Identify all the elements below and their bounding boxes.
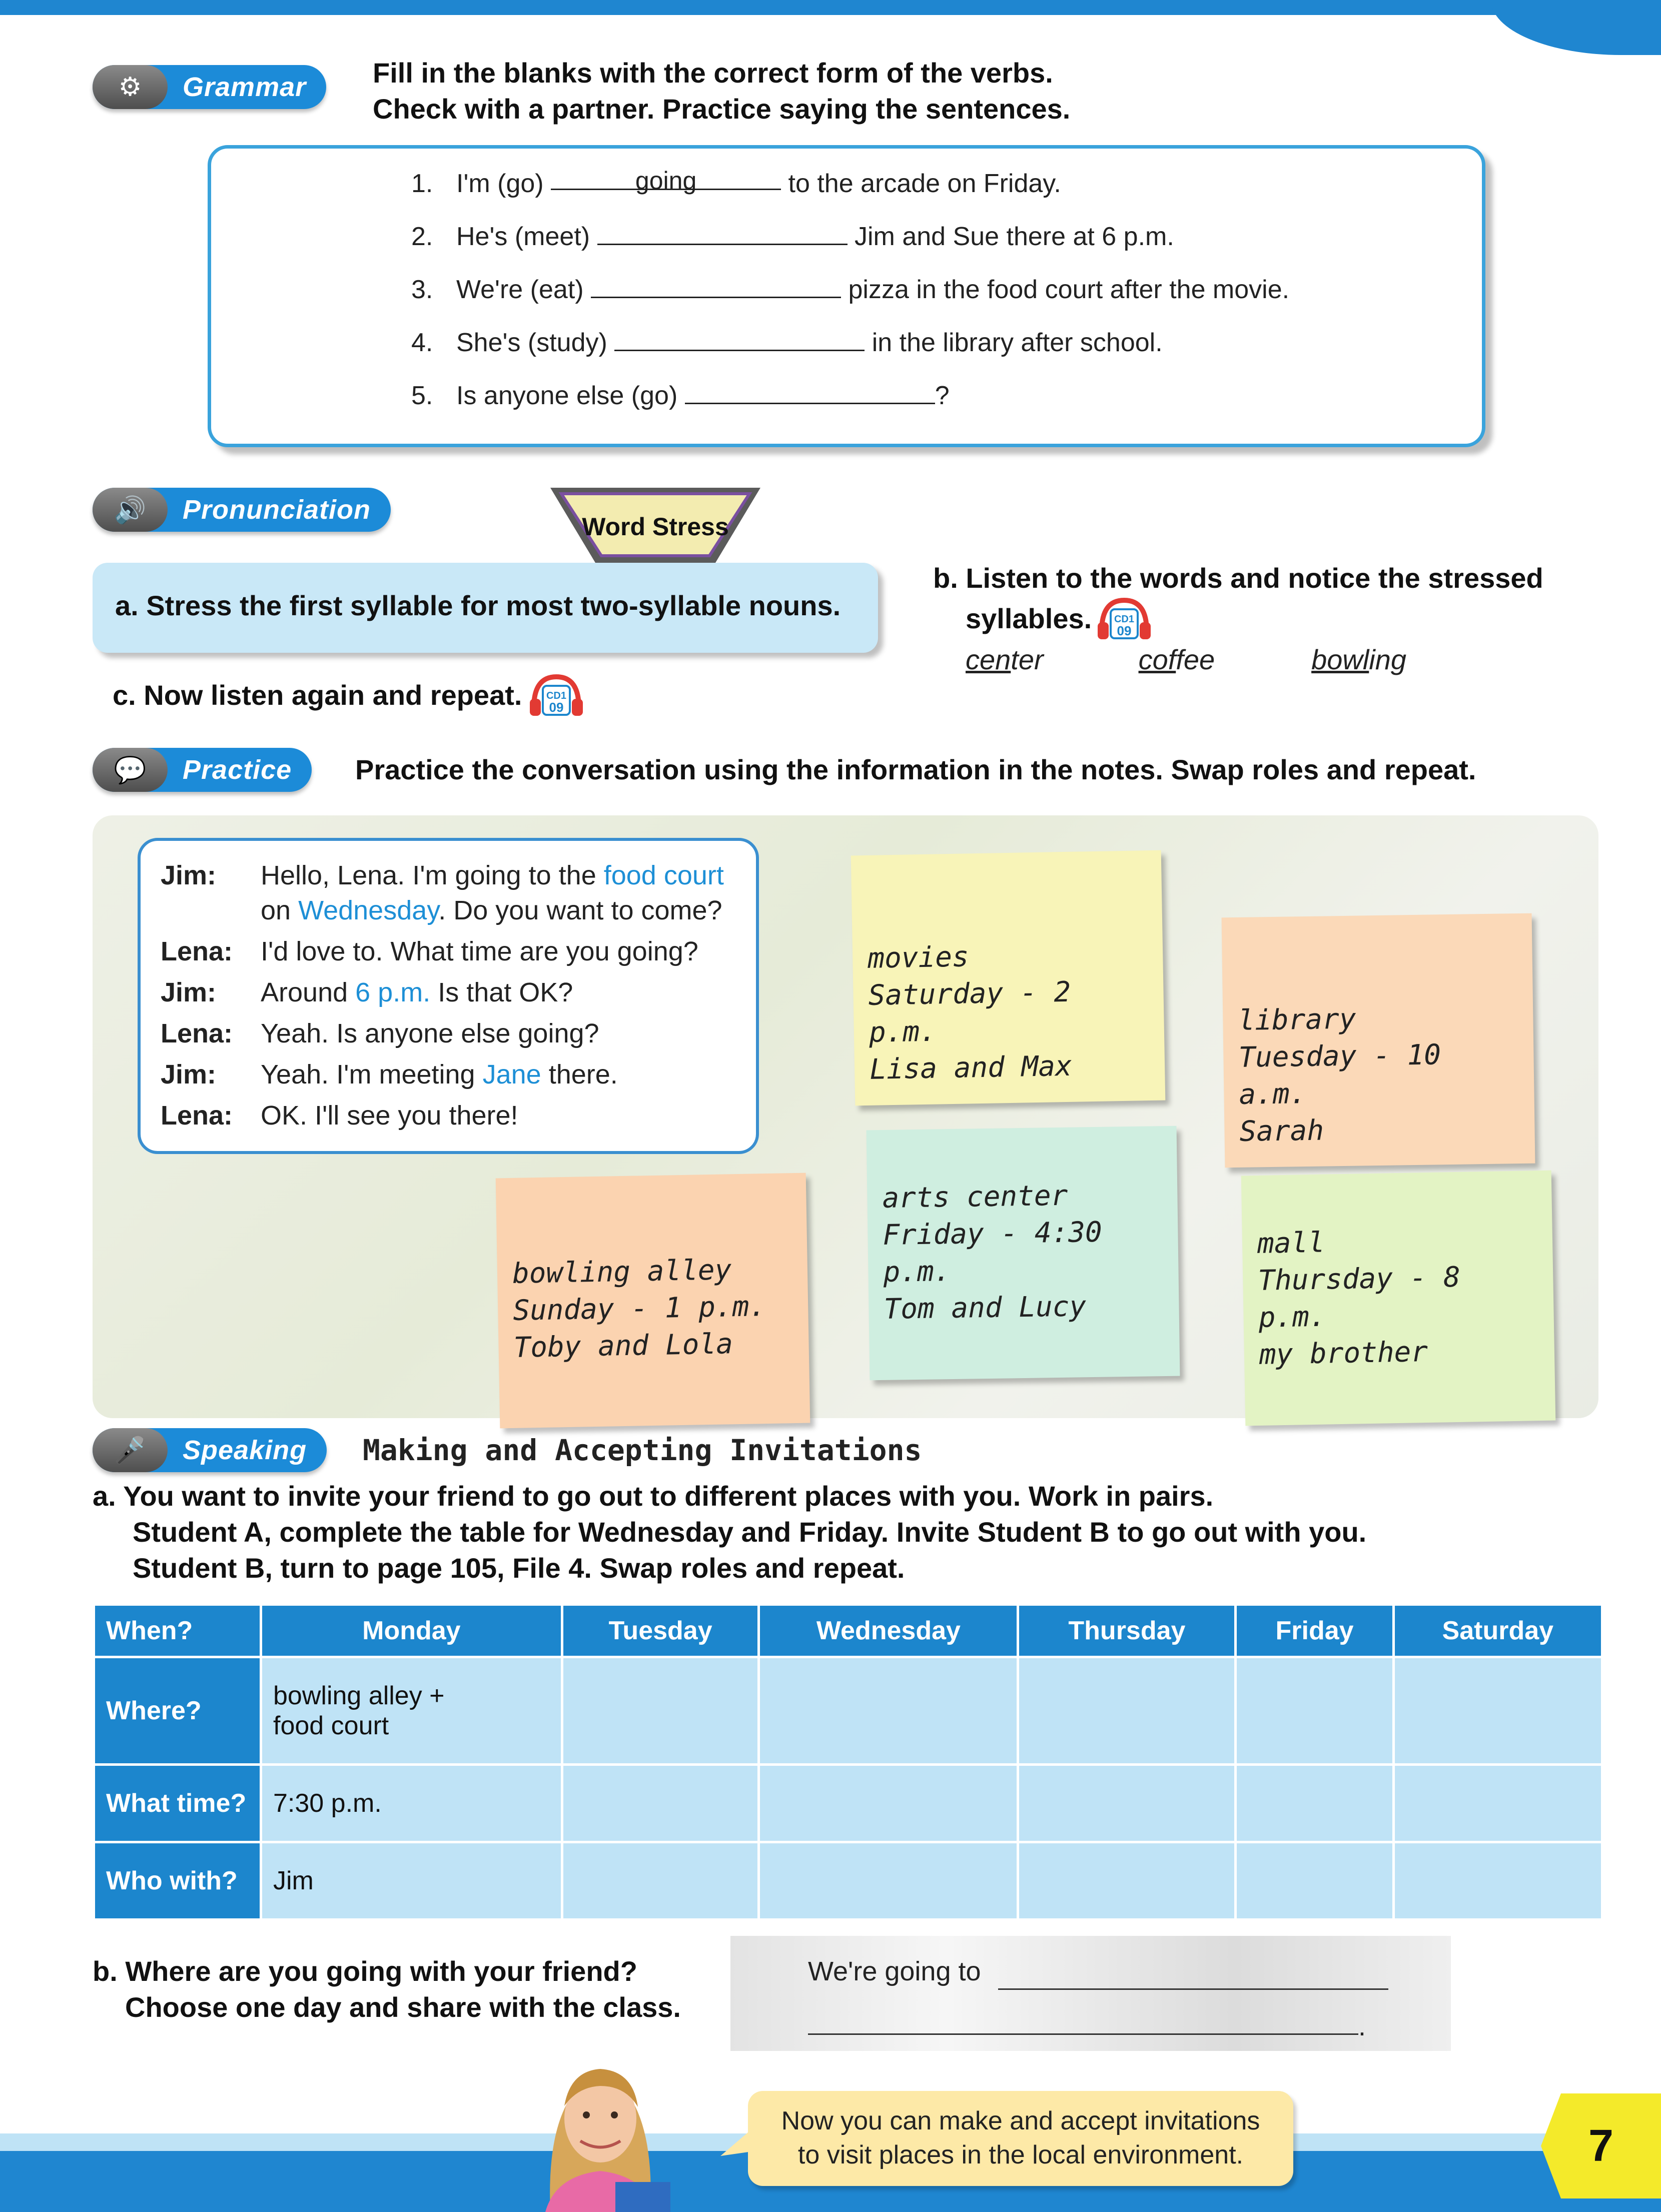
thursday-where[interactable] xyxy=(1018,1657,1236,1765)
header-friday: Friday xyxy=(1236,1605,1393,1657)
saturday-time[interactable] xyxy=(1393,1765,1602,1842)
word-stress-banner xyxy=(550,488,760,563)
headphones-audio-icon[interactable] xyxy=(1097,596,1152,641)
answer-period: . xyxy=(1358,2011,1366,2041)
dialog-line-1: Jim: Hello, Lena. I'm going to the food court xyxy=(161,860,724,890)
note-mall: mall Thursday - 8 p.m. my brother xyxy=(1241,1171,1556,1426)
dialog-line-2: on Wednesday. Do you want to come? xyxy=(261,895,722,925)
grammar-instruction-line2: Check with a partner. Practice saying the sentences. xyxy=(373,93,1071,125)
pronunciation-c: c. Now listen again and repeat. CD1 09 xyxy=(113,673,584,718)
dialog-line-6: Jim: Yeah. I'm meeting Jane there. xyxy=(161,1059,618,1089)
stress-word-bowling: bowling xyxy=(1311,644,1407,675)
top-band-corner xyxy=(1491,0,1661,55)
student-girl-illustration xyxy=(515,2051,685,2212)
svg-text:CD1: CD1 xyxy=(1114,614,1135,625)
grammar-instruction xyxy=(373,55,1070,127)
header-when: When? xyxy=(94,1605,261,1657)
answer-blank-line-2[interactable] xyxy=(808,2033,1358,2035)
practice-tab-label: Practice xyxy=(183,755,292,785)
row-label-where: Where? xyxy=(94,1657,261,1765)
conversation-box xyxy=(138,838,759,1154)
pronunciation-tab xyxy=(93,488,391,532)
speaking-a: a. You want to invite your friend to go out to different places with you. Work in pairs. Student A, complete the table for Wednesday and Friday. Invite Student B to go out with you. Student B, turn to page 105, File 4. Swap roles and repeat. xyxy=(93,1480,1367,1584)
grammar-item-2: 2. He's (meet) Jim and Sue there at 6 p.m. xyxy=(411,222,1174,251)
grammar-item-3: 3. We're (eat) pizza in the food court after the movie. xyxy=(411,275,1290,304)
pronunciation-b-line2: syllables. CD1 09 xyxy=(933,596,1583,641)
header-wednesday: Wednesday xyxy=(759,1605,1018,1657)
person-microphone-icon: 🎤 xyxy=(93,1428,168,1472)
stress-word-coffee: coffee xyxy=(1138,644,1215,675)
answer-box xyxy=(730,1936,1451,2051)
stress-rule-box xyxy=(93,563,878,653)
speaking-b: b. Where are you going with your friend? Choose one day and share with the class. xyxy=(93,1955,681,2023)
thursday-time[interactable] xyxy=(1018,1765,1236,1842)
dialog-line-7: Lena: OK. I'll see you there! xyxy=(161,1100,518,1131)
stress-word-list xyxy=(933,643,1583,676)
speaking-tab xyxy=(93,1428,327,1472)
speaking-title: Making and Accepting Invitations xyxy=(363,1433,922,1467)
practice-instruction: Practice the conversation using the information in the notes. Swap roles and repeat. xyxy=(355,754,1476,785)
pronunciation-a: a. Stress the first syllable for most two-syllable nouns. xyxy=(115,590,841,621)
note-library: library Tuesday - 10 a.m. Sarah xyxy=(1222,913,1535,1168)
grammar-item-4: 4. She's (study) in the library after school. xyxy=(411,328,1163,357)
pronunciation-b xyxy=(933,560,1583,676)
tuesday-who[interactable] xyxy=(562,1842,759,1920)
summary-speech-bubble: Now you can make and accept invitations to visit places in the local environment. xyxy=(748,2091,1293,2186)
word-stress-label: Word Stress xyxy=(582,513,729,541)
header-tuesday: Tuesday xyxy=(562,1605,759,1657)
gear-icon: ⚙ xyxy=(93,65,168,109)
row-label-who-with: Who with? xyxy=(94,1842,261,1920)
dialog-line-5: Lena: Yeah. Is anyone else going? xyxy=(161,1018,599,1048)
top-band xyxy=(0,0,1661,15)
saturday-who[interactable] xyxy=(1393,1842,1602,1920)
monday-who: Jim xyxy=(261,1842,562,1920)
wednesday-where[interactable] xyxy=(759,1657,1018,1765)
answer-blank-3[interactable] xyxy=(591,277,841,298)
tuesday-where[interactable] xyxy=(562,1657,759,1765)
pronunciation-b-line1: b. Listen to the words and notice the stressed xyxy=(933,562,1543,594)
page-number: 7 xyxy=(1588,2121,1614,2171)
grammar-exercise-box xyxy=(208,145,1485,447)
grammar-item-1: 1. I'm (go) going to the arcade on Friday. xyxy=(411,167,1061,198)
answer-blank-line-1[interactable] xyxy=(998,1988,1388,1990)
note-movies: movies Saturday - 2 p.m. Lisa and Max xyxy=(851,850,1166,1106)
svg-text:09: 09 xyxy=(1117,623,1132,638)
answer-blank-2[interactable] xyxy=(597,224,848,245)
speech-bubbles-icon: 💬 xyxy=(93,748,168,792)
grammar-tab-label: Grammar xyxy=(183,72,307,102)
practice-tab xyxy=(93,748,312,792)
pronunciation-tab-label: Pronunciation xyxy=(183,495,371,525)
answer-blank-5[interactable] xyxy=(685,383,935,404)
bubble-tail xyxy=(720,2126,755,2161)
grammar-item-5: 5. Is anyone else (go) ? xyxy=(411,381,950,410)
svg-text:CD1: CD1 xyxy=(546,690,567,701)
friday-where[interactable] xyxy=(1236,1657,1393,1765)
thursday-who[interactable] xyxy=(1018,1842,1236,1920)
row-label-what-time: What time? xyxy=(94,1765,261,1842)
headphones-audio-icon-2[interactable] xyxy=(529,673,584,718)
note-bowling-alley: bowling alley Sunday - 1 p.m. Toby and Lola xyxy=(496,1173,810,1429)
schedule-table xyxy=(93,1603,1603,1921)
saturday-where[interactable] xyxy=(1393,1657,1602,1765)
tuesday-time[interactable] xyxy=(562,1765,759,1842)
note-arts-center: arts center Friday - 4:30 p.m. Tom and Lucy xyxy=(867,1126,1180,1381)
monday-where: bowling alley + food court xyxy=(261,1657,562,1765)
answer-prompt: We're going to xyxy=(808,1956,981,1986)
wednesday-who[interactable] xyxy=(759,1842,1018,1920)
friday-time[interactable] xyxy=(1236,1765,1393,1842)
svg-text:09: 09 xyxy=(549,700,564,715)
header-monday: Monday xyxy=(261,1605,562,1657)
speaker-icon: 🔊 xyxy=(93,488,168,532)
dialog-line-3: Lena: I'd love to. What time are you going? xyxy=(161,936,698,966)
answer-blank-1[interactable]: going xyxy=(551,169,781,190)
friday-who[interactable] xyxy=(1236,1842,1393,1920)
grammar-instruction-line1: Fill in the blanks with the correct form of the verbs. xyxy=(373,57,1053,89)
speaking-tab-label: Speaking xyxy=(183,1435,307,1465)
page-number-badge xyxy=(1541,2093,1661,2198)
stress-word-center: center xyxy=(966,644,1044,675)
header-saturday: Saturday xyxy=(1393,1605,1602,1657)
dialog-line-4: Jim: Around 6 p.m. Is that OK? xyxy=(161,977,573,1007)
header-thursday: Thursday xyxy=(1018,1605,1236,1657)
wednesday-time[interactable] xyxy=(759,1765,1018,1842)
answer-blank-4[interactable] xyxy=(614,330,865,351)
monday-time: 7:30 p.m. xyxy=(261,1765,562,1842)
grammar-tab xyxy=(93,65,326,109)
